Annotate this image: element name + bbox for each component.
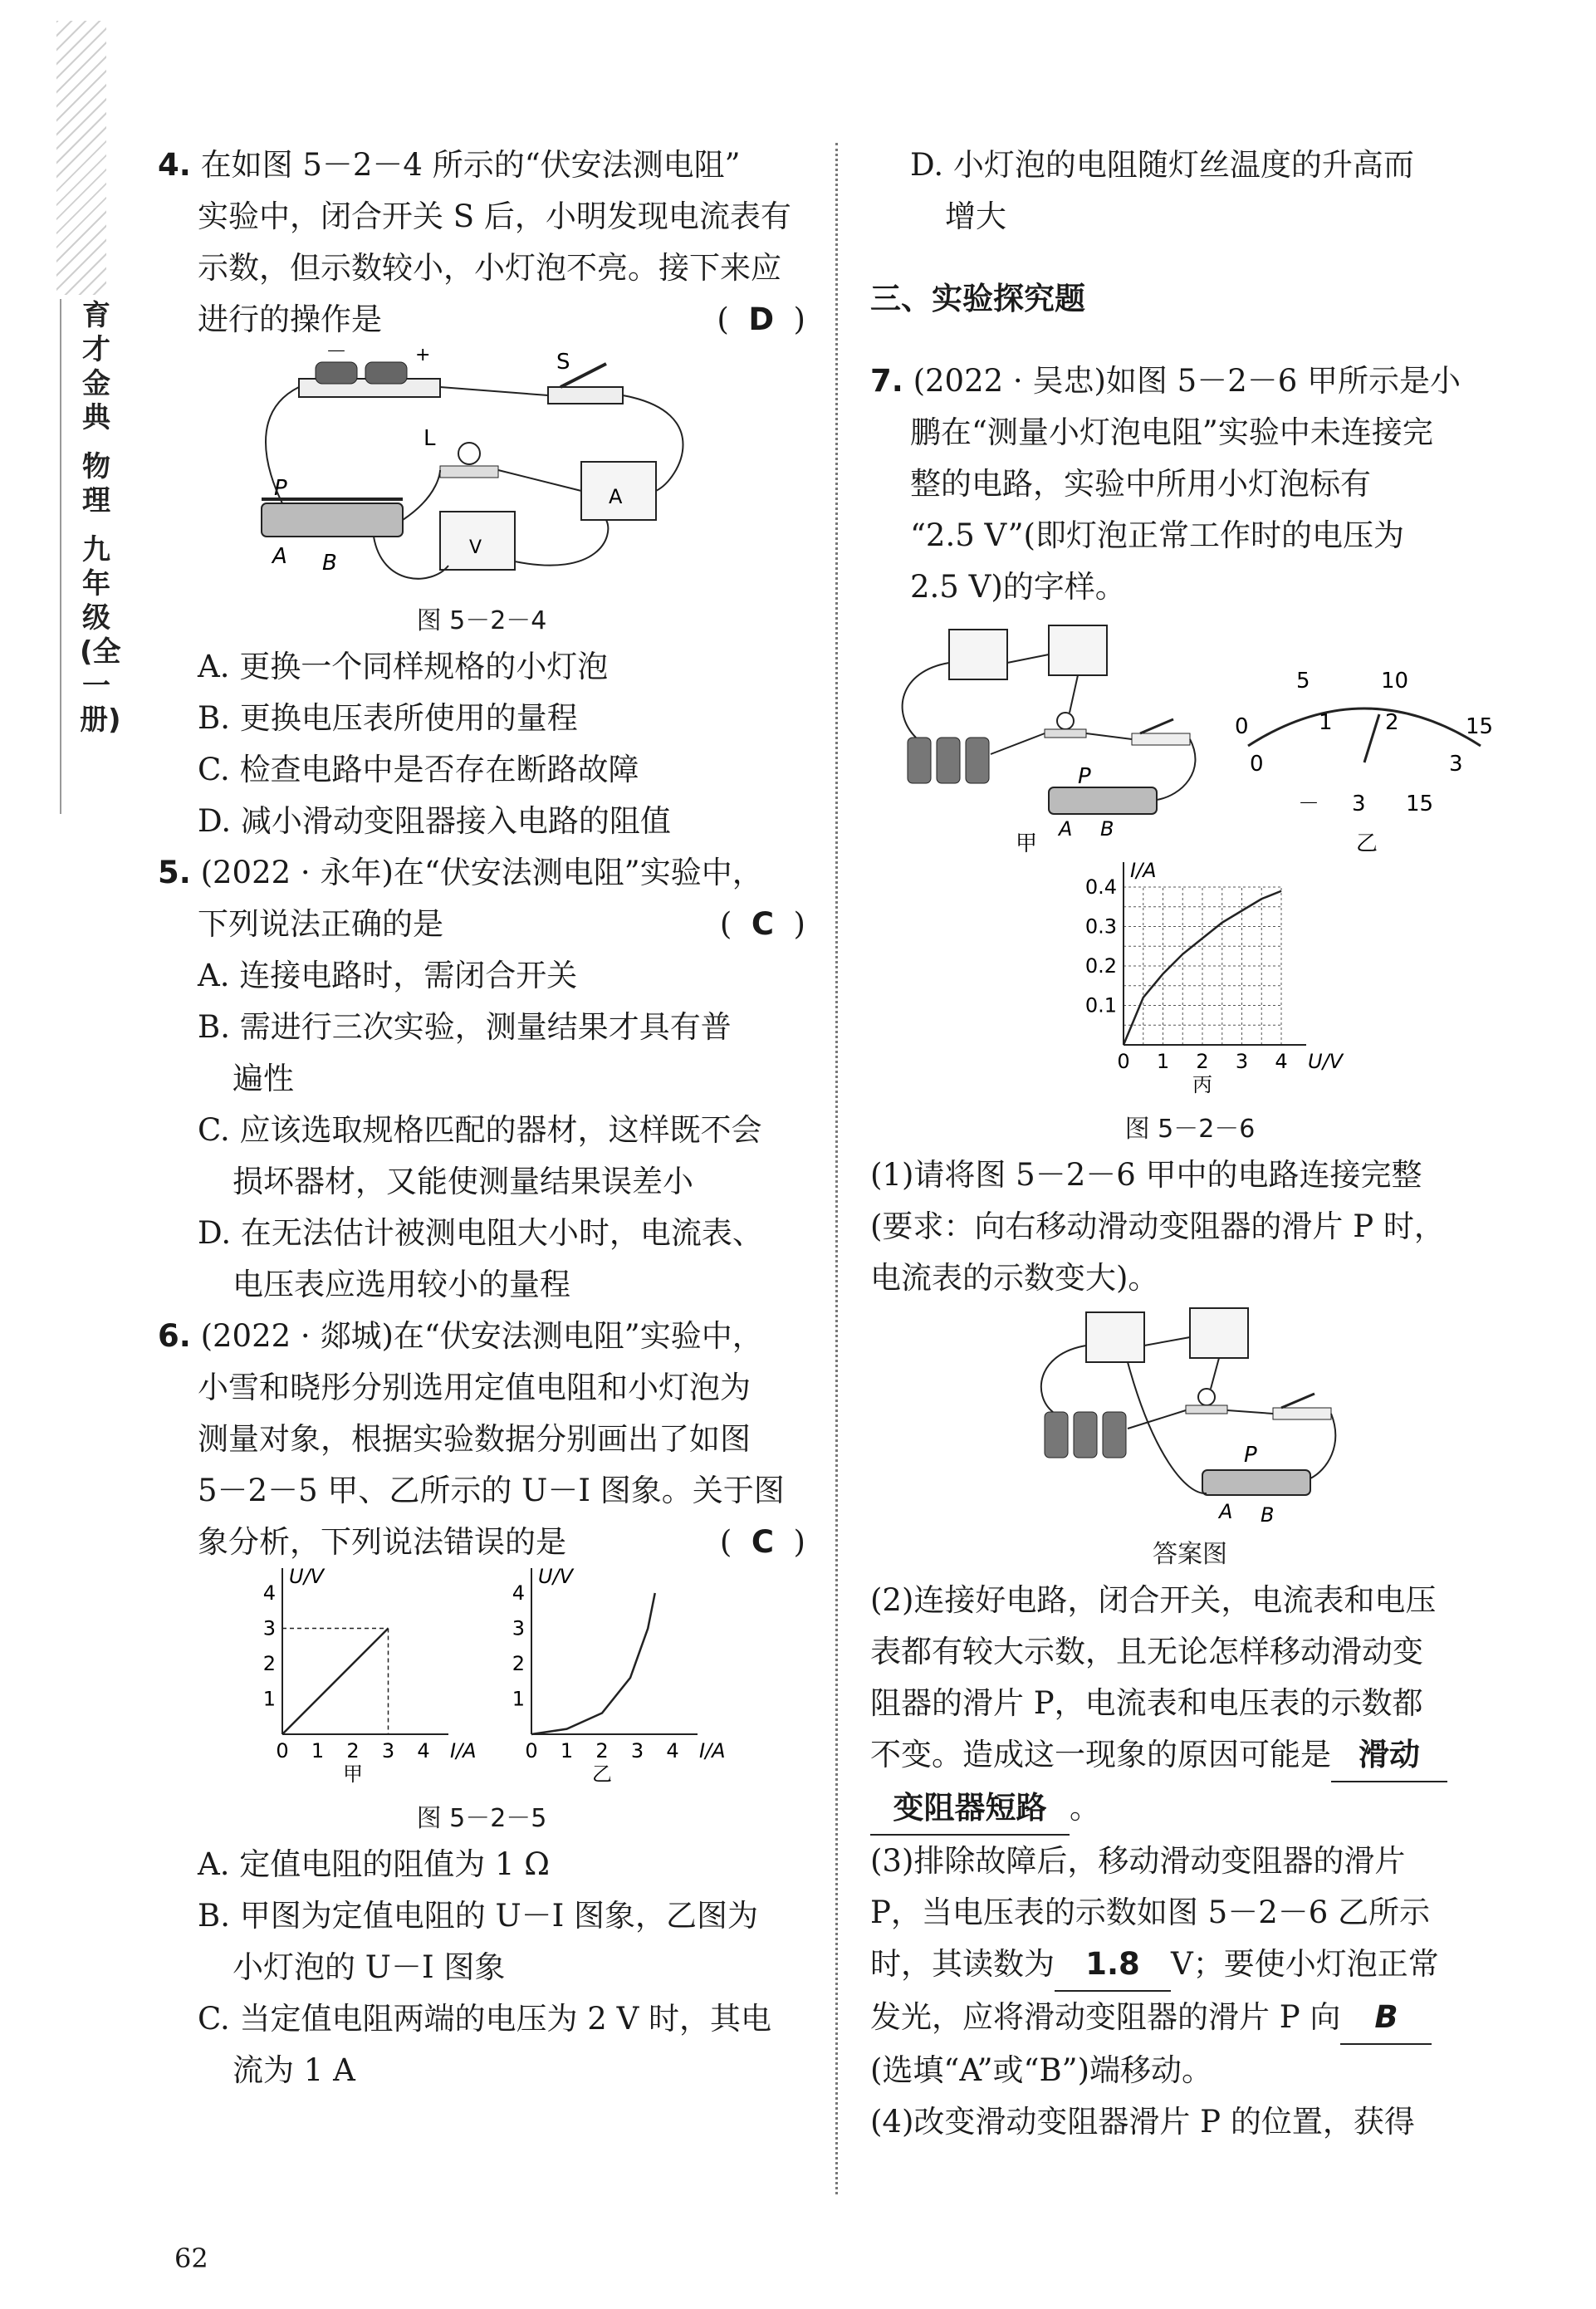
x-tick-label: 1 [560, 1739, 574, 1762]
series-line [282, 1629, 389, 1735]
q7-sub2-answer-1: 滑动 [1331, 1729, 1447, 1782]
sidebar-char: 金 [82, 367, 110, 400]
sidebar-rule [60, 299, 61, 814]
q5-option-d-2: 电压表应选用较小的量程 [233, 1267, 570, 1302]
dial-top-5: 5 [1296, 669, 1310, 694]
q5-option-b-2: 遍性 [233, 1061, 294, 1096]
circuit-figure-jia [883, 621, 1207, 854]
q7-sub1-line-2: (要求：向右移动滑动变阻器的滑片 P 时， [870, 1208, 1445, 1244]
dial-inner-1: 1 [1319, 710, 1333, 735]
q4-option-b: B. 更换电压表所使用的量程 [198, 700, 578, 736]
battery-minus-label: － [326, 340, 348, 365]
dial-inner-0: 0 [1250, 752, 1264, 777]
q7-sub3-line-5: (选填“A”或“B”)端移动。 [870, 2052, 1213, 2088]
left-column [158, 140, 805, 2096]
y-tick-label: 2 [512, 1652, 525, 1675]
y-tick-label: 4 [262, 1581, 276, 1605]
decorative-stripe [56, 21, 106, 295]
q7-line-5: 2.5 V)的字样。 [910, 569, 1126, 605]
rheostat-p-label: P [274, 476, 287, 501]
q4-option-d: D. 减小滑动变阻器接入电路的阻值 [198, 803, 671, 839]
q7-sub2-line-1: (2)连接好电路，闭合开关，电流表和电压 [870, 1582, 1437, 1618]
sidebar-char: 一 [82, 669, 110, 703]
x-tick-label: 1 [1156, 1050, 1170, 1073]
q5-option-b-1: B. 需进行三次实验，测量结果才具有普 [198, 1009, 732, 1045]
sidebar-char: 九 [82, 533, 110, 566]
dial-inner-3: 3 [1449, 752, 1463, 777]
q6-option-b-1: B. 甲图为定值电阻的 U－I 图象，乙图为 [198, 1898, 759, 1934]
x-axis-label: U/V [1308, 1050, 1344, 1073]
graph-title-label: 乙 [592, 1762, 612, 1786]
series-line [531, 1593, 655, 1734]
x-tick-label: 4 [666, 1739, 679, 1762]
jia-label: 甲 [1016, 831, 1038, 856]
answer-fig-p-label: P [1244, 1443, 1257, 1468]
q5-answer-bracket: ( C ) [719, 906, 805, 942]
answer-fig-a-label: A [1219, 1500, 1233, 1523]
q6-answer-bracket: ( C ) [719, 1524, 805, 1560]
q4-option-a: A. 更换一个同样规格的小灯泡 [198, 649, 609, 684]
dial-term-15: 15 [1406, 792, 1434, 816]
sidebar-char: 年 [82, 567, 110, 601]
q7-sub3-line-1: (3)排除故障后，移动滑动变阻器的滑片 [870, 1843, 1406, 1879]
x-tick-label: 0 [525, 1739, 538, 1762]
q6-line-1: (2022 · 郯城)在“伏安法测电阻”实验中， [200, 1318, 763, 1354]
q6-line-2: 小雪和晓彤分别选用定值电阻和小灯泡为 [198, 1370, 751, 1405]
y-axis-label: U/V [289, 1565, 325, 1588]
x-tick-label: 3 [381, 1739, 395, 1762]
rheostat-b-label: B [322, 551, 337, 576]
x-tick-label: 2 [346, 1739, 360, 1762]
q6-line-5: 象分析，下列说法错误的是 [198, 1524, 566, 1560]
sidebar-char: 典 [82, 401, 110, 434]
q5-option-c-2: 损坏器材，又能使测量结果误差小 [233, 1164, 693, 1199]
fig-5-2-4-caption: 图 5－2－4 [416, 606, 547, 635]
q7-sub1-line-1: (1)请将图 5－2－6 甲中的电路连接完整 [870, 1157, 1422, 1193]
q5-answer: C [751, 906, 775, 942]
sidebar-char: 物 [82, 450, 110, 483]
q6-option-c-2: 流为 1 A [233, 2052, 355, 2088]
q6-option-d-1: D. 小灯泡的电阻随灯丝温度的升高而 [910, 147, 1414, 183]
x-tick-label: 3 [1235, 1050, 1249, 1073]
page-number: 62 [174, 2243, 208, 2274]
jia-a-label: A [1059, 817, 1073, 841]
q7-sub3-line-4: 发光，应将滑动变阻器的滑片 P 向 [870, 1999, 1341, 2035]
dial-outer-0: 0 [1235, 714, 1249, 739]
q5-line-1: (2022 · 永年)在“伏安法测电阻”实验中， [200, 855, 763, 890]
answer-fig-b-label: B [1261, 1503, 1275, 1527]
q4-line-1: 在如图 5－2－4 所示的“伏安法测电阻” [200, 147, 741, 183]
jia-b-label: B [1100, 817, 1114, 841]
q4-answer-bracket: ( D ) [717, 301, 805, 337]
yi-label: 乙 [1356, 831, 1378, 856]
right-column [870, 140, 1510, 2148]
q4-line-2: 实验中，闭合开关 S 后，小明发现电流表有 [198, 199, 791, 234]
q7-sub3-answer-2: B [1340, 1992, 1432, 2045]
q7-line-3: 整的电路，实验中所用小灯泡标有 [910, 466, 1371, 502]
x-tick-label: 3 [630, 1739, 644, 1762]
voltmeter-dial-yi [1231, 654, 1497, 854]
y-tick-label: 3 [262, 1616, 276, 1640]
q4-number: 4. [158, 147, 191, 183]
x-tick-label: 0 [1117, 1050, 1130, 1073]
question-7 [870, 355, 1510, 2148]
q7-sub2-line-4: 不变。造成这一现象的原因可能是 [870, 1737, 1331, 1772]
voltmeter-label: V [469, 537, 482, 558]
dial-term-3: 3 [1352, 792, 1366, 816]
y-axis-label: I/A [1130, 859, 1157, 882]
fig-5-2-5-graphs [158, 1565, 805, 1792]
y-tick-label: 2 [262, 1652, 276, 1675]
y-tick-label: 0.3 [1084, 914, 1117, 939]
q4-line-4: 进行的操作是 [198, 301, 382, 337]
x-axis-label: I/A [699, 1739, 726, 1762]
book-sidebar-label [80, 299, 121, 738]
sidebar-char: 册) [80, 703, 121, 737]
graph-yi [498, 1565, 726, 1792]
q7-sub4-line-1: (4)改变滑动变阻器滑片 P 的位置，获得 [870, 2104, 1415, 2140]
fig-5-2-6-top [870, 621, 1510, 854]
q5-option-d-1: D. 在无法估计被测电阻大小时，电流表、 [198, 1215, 763, 1251]
q5-option-a: A. 连接电路时，需闭合开关 [198, 958, 578, 993]
fig-5-2-5-caption: 图 5－2－5 [416, 1804, 547, 1833]
q7-sub3-line-3: 时，其读数为 [870, 1946, 1055, 1982]
dial-term-minus: － [1298, 792, 1320, 816]
q7-sub3-answer-1: 1.8 [1055, 1939, 1171, 1992]
graph-title-label: 甲 [343, 1762, 363, 1786]
q6-line-4: 5－2－5 甲、乙所示的 U－I 图象。关于图 [198, 1473, 785, 1508]
dial-top-10: 10 [1381, 669, 1409, 694]
dial-outer-15: 15 [1466, 714, 1494, 739]
question-6 [158, 1311, 805, 2096]
x-axis-label: I/A [450, 1739, 477, 1762]
ammeter-label: A [609, 485, 623, 508]
q7-sub2-line-3: 阻器的滑片 P，电流表和电压表的示数都 [870, 1685, 1423, 1721]
x-tick-label: 2 [1196, 1050, 1209, 1073]
answer-circuit-figure [1036, 1304, 1344, 1528]
jia-p-label: P [1078, 764, 1091, 789]
q7-sub3-line-2: P，当电压表的示数如图 5－2－6 乙所示 [870, 1895, 1431, 1930]
y-axis-label: U/V [538, 1565, 574, 1588]
sidebar-char: 育 [82, 299, 110, 332]
q6-option-b-2: 小灯泡的 U－I 图象 [233, 1949, 506, 1985]
y-tick-label: 0.1 [1084, 993, 1117, 1017]
graph-bing [1049, 854, 1344, 1103]
q7-sub2-end: 。 [1070, 1790, 1100, 1826]
q7-sub3-mid: V；要使小灯泡正常 [1171, 1946, 1439, 1982]
q4-line-3: 示数，但示数较小，小灯泡不亮。接下来应 [198, 250, 781, 286]
q5-line-2: 下列说法正确的是 [198, 906, 443, 942]
q5-number: 5. [158, 855, 191, 890]
q7-number: 7. [870, 363, 903, 399]
dial-needle [1364, 714, 1379, 762]
battery-plus-label: + [415, 345, 431, 365]
y-tick-label: 3 [512, 1616, 525, 1640]
q6-option-a: A. 定值电阻的阻值为 1 Ω [198, 1846, 550, 1882]
section-3-heading: 三、实验探究题 [870, 281, 1085, 316]
graph-title-label: 丙 [1192, 1073, 1212, 1096]
answer-figure-caption: 答案图 [1153, 1540, 1227, 1569]
q7-sub2-answer-2: 变阻器短路 [870, 1782, 1070, 1836]
x-tick-label: 4 [417, 1739, 430, 1762]
x-tick-label: 1 [311, 1739, 325, 1762]
q6-option-d-2: 增大 [945, 199, 1006, 234]
q5-option-c-1: C. 应该选取规格匹配的器材，这样既不会 [198, 1112, 762, 1148]
y-tick-label: 0.4 [1084, 875, 1117, 899]
y-tick-label: 4 [512, 1581, 525, 1605]
y-tick-label: 0.2 [1084, 954, 1117, 978]
q4-option-c: C. 检查电路中是否存在断路故障 [198, 752, 639, 787]
q6-answer: C [751, 1524, 775, 1560]
sidebar-char: (全 [80, 635, 121, 669]
q7-line-2: 鹏在“测量小灯泡电阻”实验中未连接完 [910, 414, 1433, 450]
question-4 [158, 140, 805, 847]
rheostat-a-label: A [272, 544, 287, 569]
switch-label: S [556, 350, 570, 375]
q4-answer: D [748, 301, 775, 337]
dial-inner-2: 2 [1385, 710, 1399, 735]
q6-line-3: 测量对象，根据实验数据分别画出了如图 [198, 1421, 751, 1457]
sidebar-char: 级 [82, 601, 110, 635]
question-5 [158, 847, 805, 1311]
y-tick-label: 1 [512, 1687, 525, 1711]
x-tick-label: 0 [276, 1739, 289, 1762]
sidebar-char: 理 [82, 484, 110, 517]
graph-jia [249, 1565, 477, 1792]
fig-5-2-6-caption: 图 5－2－6 [1124, 1115, 1256, 1144]
q6-number: 6. [158, 1318, 191, 1354]
x-tick-label: 2 [595, 1739, 609, 1762]
q7-sub1-line-3: 电流表的示数变大)。 [870, 1260, 1159, 1296]
x-tick-label: 4 [1275, 1050, 1288, 1073]
q6-option-c-1: C. 当定值电阻两端的电压为 2 V 时，其电 [198, 2001, 772, 2037]
q7-line-4: “2.5 V”(即灯泡正常工作时的电压为 [910, 517, 1404, 553]
lamp-label: L [423, 426, 436, 451]
q7-line-1: (2022 · 吴忠)如图 5－2－6 甲所示是小 [913, 363, 1461, 399]
column-divider [835, 143, 838, 2194]
q7-sub2-line-2: 表都有较大示数，且无论怎样移动滑动变 [870, 1634, 1423, 1669]
y-tick-label: 1 [262, 1687, 276, 1711]
sidebar-char: 才 [82, 333, 110, 366]
circuit-figure-5-2-4 [249, 340, 714, 595]
